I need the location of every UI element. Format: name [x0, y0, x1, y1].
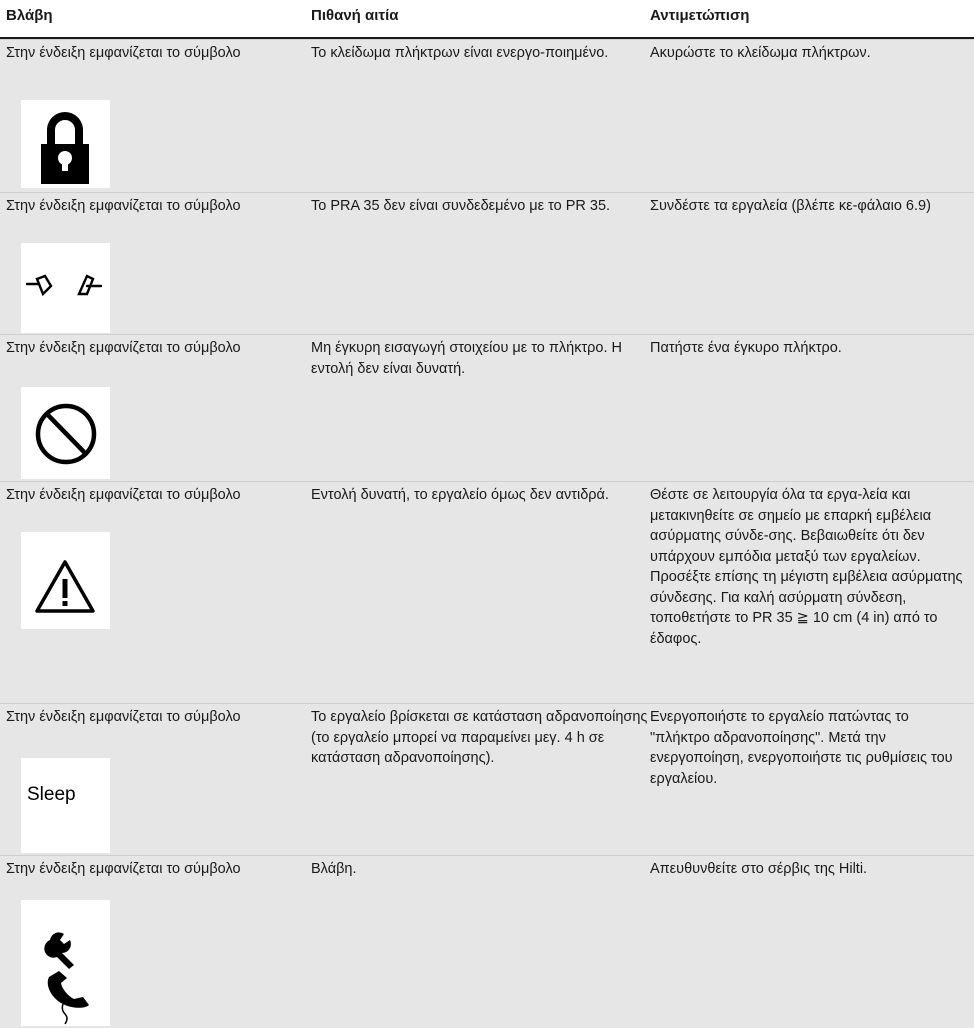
- fault-text: Στην ένδειξη εμφανίζεται το σύμβολο: [6, 861, 241, 877]
- sleep-icon-label: Sleep: [27, 784, 76, 805]
- fault-text: Στην ένδειξη εμφανίζεται το σύμβολο: [6, 198, 241, 214]
- table-header: [0, 0, 974, 39]
- disconnected-link-icon: [21, 243, 110, 333]
- fault-text: Στην ένδειξη εμφανίζεται το σύμβολο: [6, 340, 241, 356]
- header-cause: Πιθανή αιτία: [311, 7, 399, 24]
- table-row: [0, 192, 974, 334]
- cause-text: Το PRA 35 δεν είναι συνδεδεμένο με το PR 35.: [311, 198, 611, 214]
- cause-text: Το κλείδωμα πλήκτρων είναι ενεργο-ποιημένο.: [311, 45, 609, 61]
- remedy-text: Απευθυνθείτε στο σέρβις της Hilti.: [650, 861, 868, 877]
- prohibited-icon: [21, 387, 110, 479]
- fault-text: Στην ένδειξη εμφανίζεται το σύμβολο: [6, 487, 241, 503]
- sleep-icon: [21, 758, 110, 853]
- remedy-text: Θέστε σε λειτουργία όλα τα εργα-λεία και μετακινηθείτε σε σημείο με επαρκή εμβέλεια ασύρματης σύνδε-σης. Βεβαιωθείτε ότι δεν υπάρχουν εμπόδια μεταξύ των εργαλείων. Προσέξτε επίσης τη μέγιστη εμβέλεια ασύρματης σύνδεσης. Για καλή ασύρματη σύνδεση, τοποθετήστε το PR 35 ≧ 10 cm (4 in) από το έδαφος.: [650, 487, 963, 647]
- remedy-text: Συνδέστε τα εργαλεία (βλέπε κε-φάλαιο 6.9): [650, 198, 931, 214]
- warning-icon: [21, 532, 110, 629]
- remedy-text: Πατήστε ένα έγκυρο πλήκτρο.: [650, 340, 842, 356]
- header-fault: Βλάβη: [6, 7, 53, 24]
- table-row: [0, 855, 974, 1028]
- table-row: [0, 39, 974, 192]
- lock-icon: [21, 100, 110, 188]
- fault-text: Στην ένδειξη εμφανίζεται το σύμβολο: [6, 709, 241, 725]
- table-row: [0, 703, 974, 855]
- remedy-text: Ενεργοποιήστε το εργαλείο πατώντας το "πλήκτρο αδρανοποίησης". Μετά την ενεργοποίηση, ενεργοποιήστε τις ρυθμίσεις του εργαλείου.: [650, 709, 953, 787]
- table-row: [0, 481, 974, 703]
- remedy-text: Ακυρώστε το κλείδωμα πλήκτρων.: [650, 45, 871, 61]
- fault-text: Στην ένδειξη εμφανίζεται το σύμβολο: [6, 45, 241, 61]
- cause-text: Το εργαλείο βρίσκεται σε κατάσταση αδρανοποίησης (το εργαλείο μπορεί να παραμείνει μεγ. 4 h σε κατάσταση αδρανοποίησης).: [311, 709, 648, 766]
- table-row: [0, 334, 974, 481]
- cause-text: Μη έγκυρη εισαγωγή στοιχείου με το πλήκτρο. Η εντολή δεν είναι δυνατή.: [311, 340, 623, 377]
- cause-text: Βλάβη.: [311, 861, 357, 877]
- cause-text: Εντολή δυνατή, το εργαλείο όμως δεν αντιδρά.: [311, 487, 609, 503]
- header-remedy: Αντιμετώπιση: [650, 7, 750, 24]
- service-wrench-phone-icon: [21, 900, 110, 1026]
